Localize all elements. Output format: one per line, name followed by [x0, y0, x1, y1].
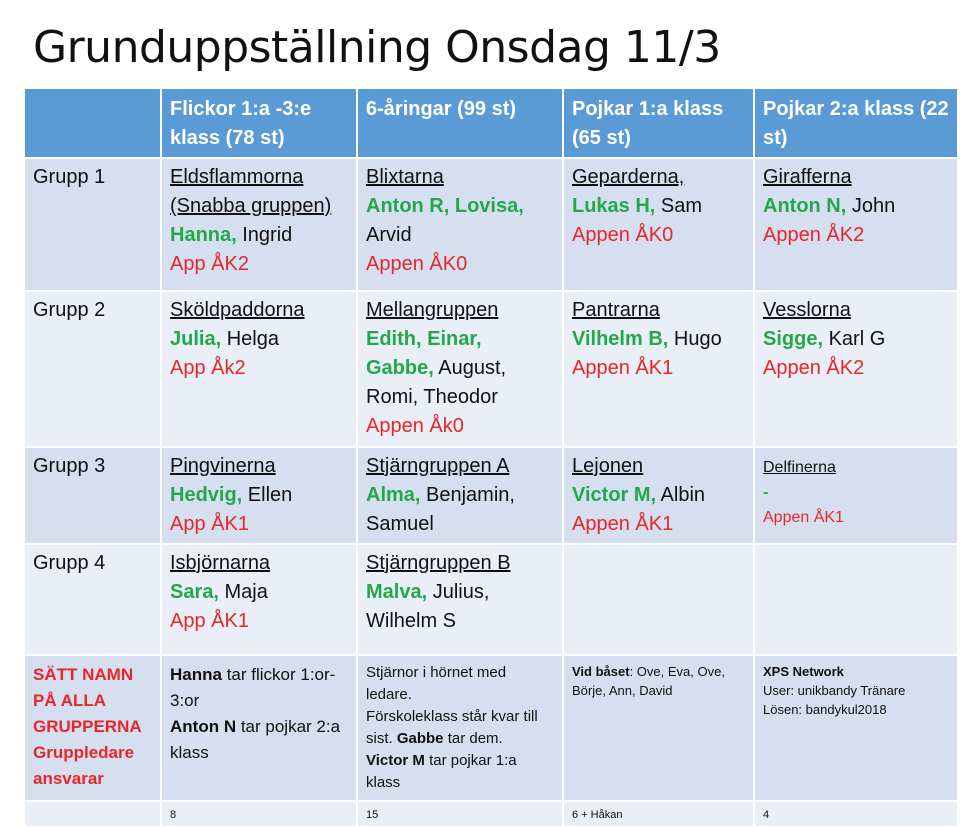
- notes-warning: SÄTT NAMN PÅ ALLA GRUPPERNA Gruppledare ansvarar: [33, 665, 141, 788]
- footer-cell: 4: [754, 801, 958, 827]
- notes-cell: [161, 655, 357, 801]
- app-level: Appen Åk0: [366, 415, 464, 437]
- group-name: Delfinerna: [763, 459, 836, 476]
- leaders: -: [763, 484, 769, 501]
- leaders: Alma,: [366, 484, 421, 506]
- group-cell: [754, 291, 958, 447]
- members: John: [846, 195, 896, 217]
- group-cell: [563, 544, 754, 655]
- group-label: Grupp 4: [24, 544, 161, 655]
- header-6-aringar: 6-åringar (99 st): [357, 88, 563, 158]
- app-level: Appen ÅK1: [572, 513, 674, 535]
- group-row: [24, 291, 958, 447]
- group-name: Lejonen: [572, 455, 644, 477]
- group-cell: [161, 158, 357, 291]
- leaders: Vilhelm B,: [572, 328, 669, 350]
- group-name: Mellangruppen: [366, 299, 499, 321]
- group-cell: [563, 291, 754, 447]
- group-cell: [754, 544, 958, 655]
- app-level: App ÅK1: [170, 610, 249, 632]
- header-pojkar-2: Pojkar 2:a klass (22 st): [754, 88, 958, 158]
- app-level: Appen ÅK2: [763, 224, 865, 246]
- notes-cell: [357, 655, 563, 801]
- app-level: Appen ÅK1: [763, 509, 844, 526]
- group-label: Grupp 3: [24, 447, 161, 544]
- notes-bold: XPS Network: [763, 664, 844, 679]
- notes-text: tar dem.: [443, 730, 503, 747]
- members: August, Romi, Theodor: [366, 357, 507, 408]
- app-level: Appen ÅK2: [763, 357, 865, 379]
- members: Ellen: [242, 484, 293, 506]
- leaders: Hanna,: [170, 224, 237, 246]
- notes-text: tar pojkar 1:a klass: [366, 752, 517, 791]
- leaders: Victor M,: [572, 484, 657, 506]
- notes-cell: [563, 655, 754, 801]
- header-pojkar-1: Pojkar 1:a klass (65 st): [563, 88, 754, 158]
- header-cell-empty: [24, 88, 161, 158]
- group-cell: [563, 158, 754, 291]
- group-cell: [161, 544, 357, 655]
- page-title: Grunduppställning Onsdag 11/3: [33, 22, 721, 73]
- leaders: Lukas H,: [572, 195, 656, 217]
- group-name: Pantrarna: [572, 299, 660, 321]
- members: Helga: [221, 328, 279, 350]
- notes-text: tar flickor 1:or-3:or: [170, 665, 336, 710]
- notes-bold: Anton N: [170, 717, 237, 736]
- group-name: Vesslorna: [763, 299, 851, 321]
- group-cell: [357, 158, 563, 291]
- members: Arvid: [366, 224, 412, 246]
- leaders: Edith, Einar, Gabbe,: [366, 328, 482, 379]
- app-level: Appen ÅK0: [366, 253, 468, 275]
- leaders: Anton R, Lovisa,: [366, 195, 524, 217]
- group-cell: [754, 158, 958, 291]
- group-cell: [563, 447, 754, 544]
- notes-bold: Victor M: [366, 752, 425, 769]
- members: Julius, Wilhelm S: [366, 581, 490, 632]
- group-name: Pingvinerna: [170, 455, 276, 477]
- app-level: App ÅK1: [170, 513, 249, 535]
- notes-text: User: unikbandy Tränare: [763, 683, 906, 698]
- leaders: Malva,: [366, 581, 428, 603]
- members: Ingrid: [236, 224, 293, 246]
- group-name: Geparderna,: [572, 166, 685, 188]
- notes-text: : Ove, Eva, Ove, Börje, Ann, David: [572, 664, 725, 698]
- group-name: Girafferna: [763, 166, 852, 188]
- group-cell: [161, 447, 357, 544]
- group-cell: [161, 291, 357, 447]
- group-cell: [357, 544, 563, 655]
- group-cell: [754, 447, 958, 544]
- members: Sam: [655, 195, 703, 217]
- app-level: Appen ÅK1: [572, 357, 674, 379]
- notes-cell: [754, 655, 958, 801]
- group-row: [24, 544, 958, 655]
- notes-text: Stjärnor i hörnet med ledare.: [366, 664, 507, 703]
- group-name: Stjärngruppen A: [366, 455, 510, 477]
- notes-row: [24, 655, 958, 801]
- footer-cell: 8: [161, 801, 357, 827]
- group-row: [24, 447, 958, 544]
- members: Karl G: [823, 328, 886, 350]
- notes-label: [24, 655, 161, 801]
- footer-row: [24, 801, 958, 827]
- notes-text: Förskoleklass står kvar till sist.: [366, 708, 538, 747]
- header-row: [24, 88, 958, 158]
- group-cell: [357, 291, 563, 447]
- notes-bold: Gabbe: [396, 730, 444, 747]
- app-level: App Åk2: [170, 357, 246, 379]
- notes-bold: Hanna: [170, 665, 222, 684]
- footer-cell: 6 + Håkan: [563, 801, 754, 827]
- group-label: Grupp 1: [24, 158, 161, 291]
- group-cell: [357, 447, 563, 544]
- leaders: Hedvig,: [170, 484, 243, 506]
- leaders: Sigge,: [763, 328, 824, 350]
- footer-cell: [24, 801, 161, 827]
- footer-cell: 15: [357, 801, 563, 827]
- leaders: Anton N,: [763, 195, 847, 217]
- group-table: [23, 87, 959, 828]
- app-level: App ÅK2: [170, 253, 249, 275]
- group-label: Grupp 2: [24, 291, 161, 447]
- members: Benjamin, Samuel: [366, 484, 515, 535]
- group-name: Stjärngruppen B: [366, 552, 511, 574]
- app-level: Appen ÅK0: [572, 224, 674, 246]
- header-flickor: Flickor 1:a -3:e klass (78 st): [161, 88, 357, 158]
- leaders: Julia,: [170, 328, 222, 350]
- group-name: Sköldpaddorna: [170, 299, 305, 321]
- group-name: Blixtarna: [366, 166, 444, 188]
- notes-bold: Vid båset: [572, 664, 630, 679]
- members: Maja: [218, 581, 268, 603]
- leaders: Sara,: [170, 581, 219, 603]
- group-row: [24, 158, 958, 291]
- notes-text: Lösen: bandykul2018: [763, 702, 887, 717]
- notes-text: tar pojkar 2:a klass: [170, 717, 341, 762]
- group-name: Isbjörnarna: [170, 552, 271, 574]
- members: Hugo: [668, 328, 722, 350]
- members: Albin: [656, 484, 706, 506]
- group-name: Eldsflammorna (Snabba gruppen): [170, 166, 332, 217]
